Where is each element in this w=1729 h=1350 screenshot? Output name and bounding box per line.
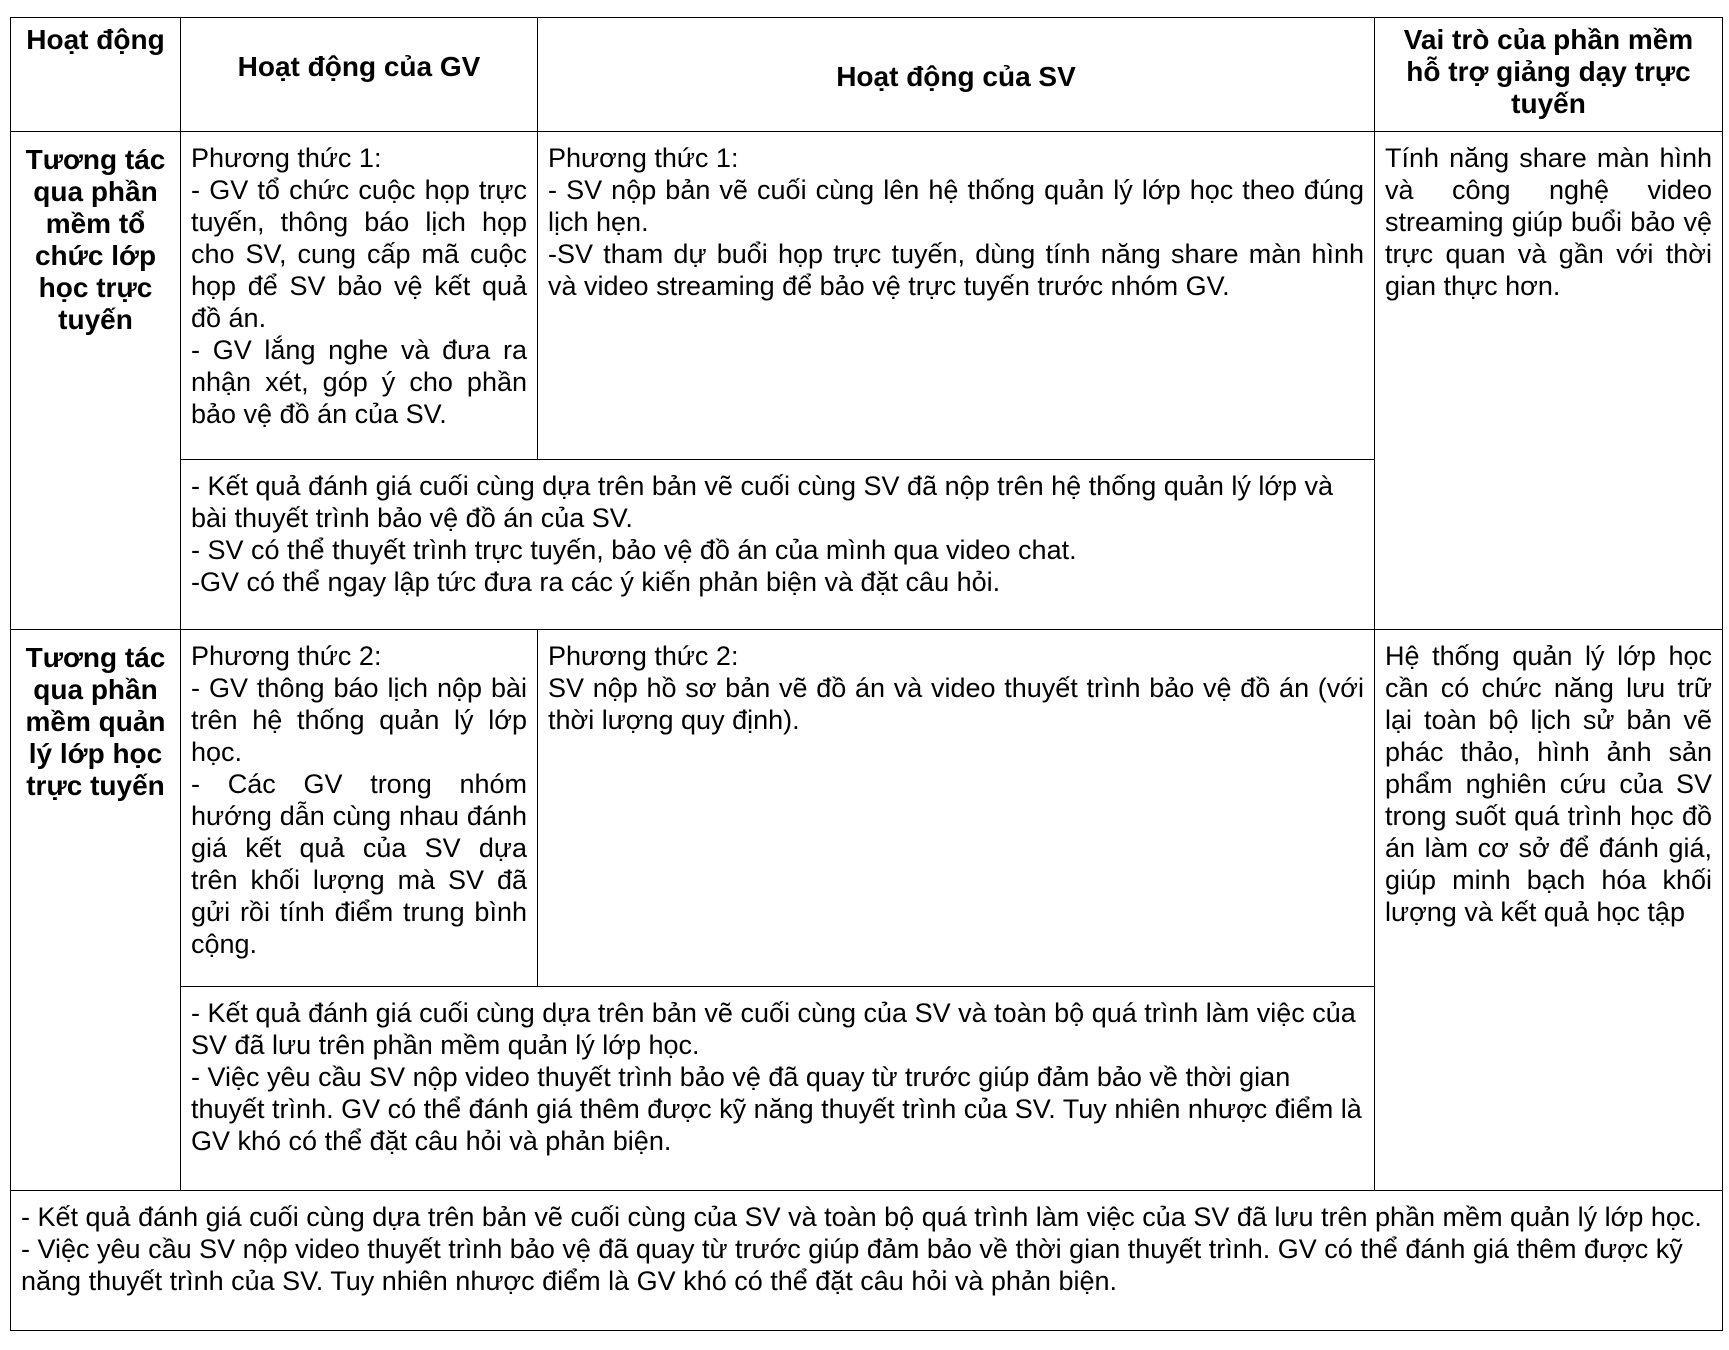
- header-student: [538, 18, 1375, 132]
- header-student-label: Hoạt động của SV: [836, 60, 1076, 92]
- header-software-role: [1375, 18, 1723, 132]
- row1-student-title: Phương thức 1:: [548, 143, 739, 173]
- row1-teacher-title: Phương thức 1:: [191, 143, 382, 173]
- row2-student-title: Phương thức 2:: [548, 641, 739, 671]
- header-row: [11, 18, 1723, 132]
- row2-top: [11, 630, 1723, 987]
- row1-teacher-line: - GV lắng nghe và đưa ra nhận xét, góp ý cho phần bảo vệ đồ án của SV.: [191, 335, 527, 429]
- row2-student-line: SV nộp hồ sơ bản vẽ đồ án và video thuyết trình bảo vệ đồ án (với thời lượng quy định).: [548, 673, 1364, 735]
- footer-line: - Kết quả đánh giá cuối cùng dựa trên bản vẽ cuối cùng của SV và toàn bộ quá trình làm việc của SV đã lưu trên phần mềm quản lý lớp học.: [21, 1202, 1702, 1232]
- row2-role-text: Hệ thống quản lý lớp học cần có chức năng lưu trữ lại toàn bộ lịch sử bản vẽ phác thảo, hình ảnh sản phẩm nghiên cứu của SV trong suốt quá trình học đồ án làm cơ sở để đánh giá, giúp minh bạch hóa khối lượng và kết quả học tập: [1385, 641, 1712, 927]
- row1-student: [538, 132, 1375, 460]
- header-teacher: [181, 18, 538, 132]
- row1-role-text: Tính năng share màn hình và công nghệ video streaming giúp buổi bảo vệ trực quan và gần với thời gian thực hơn.: [1385, 143, 1712, 301]
- row2-activity-label: Tương tác qua phần mềm quản lý lớp học trực tuyến: [25, 642, 166, 801]
- row1-student-line: - SV nộp bản vẽ cuối cùng lên hệ thống quản lý lớp học theo đúng lịch hẹn.: [548, 175, 1364, 237]
- row1-summary-line: -GV có thể ngay lập tức đưa ra các ý kiến phản biện và đặt câu hỏi.: [191, 567, 1001, 597]
- row1-teacher-line: - GV tổ chức cuộc họp trực tuyến, thông báo lịch họp cho SV, cung cấp mã cuộc họp để SV bảo vệ kết quả đồ án.: [191, 175, 527, 333]
- row1-summary-line: - Kết quả đánh giá cuối cùng dựa trên bản vẽ cuối cùng SV đã nộp trên hệ thống quản lý lớp và bài thuyết trình bảo vệ đồ án của SV.: [191, 471, 1334, 533]
- row2-activity: [11, 630, 181, 1191]
- row1-summary-line: - SV có thể thuyết trình trực tuyến, bảo vệ đồ án của mình qua video chat.: [191, 535, 1077, 565]
- row1-summary: [181, 460, 1375, 630]
- header-software-role-label: Vai trò của phần mềm hỗ trợ giảng dạy trực tuyến: [1403, 24, 1694, 119]
- row2-teacher-title: Phương thức 2:: [191, 641, 382, 671]
- row2-teacher-line: - GV thông báo lịch nộp bài trên hệ thống quản lý lớp học.: [191, 673, 527, 767]
- row2-student: [538, 630, 1375, 987]
- header-teacher-label: Hoạt động của GV: [237, 50, 481, 82]
- row1-activity-label: Tương tác qua phần mềm tổ chức lớp học trực tuyến: [25, 144, 166, 335]
- footer-summary: [11, 1191, 1723, 1331]
- row2-role: [1375, 630, 1723, 1191]
- row2-summary-line: - Việc yêu cầu SV nộp video thuyết trình bảo vệ đã quay từ trước giúp đảm bảo về thời gian thuyết trình. GV có thể đánh giá thêm được kỹ năng thuyết trình của SV. Tuy nhiên nhược điểm là GV khó có thể đặt câu hỏi và phản biện.: [191, 1062, 1362, 1156]
- row2-teacher: [181, 630, 538, 987]
- row1-activity: [11, 132, 181, 630]
- row1-teacher: [181, 132, 538, 460]
- row1-role: [1375, 132, 1723, 630]
- row1-student-line: -SV tham dự buổi họp trực tuyến, dùng tính năng share màn hình và video streaming để bảo vệ trực tuyến trước nhóm GV.: [548, 239, 1364, 301]
- row2-summary-line: - Kết quả đánh giá cuối cùng dựa trên bản vẽ cuối cùng của SV và toàn bộ quá trình làm việc của SV đã lưu trên phần mềm quản lý lớp học.: [191, 998, 1356, 1060]
- activity-table: [10, 17, 1723, 1331]
- row2-teacher-line: - Các GV trong nhóm hướng dẫn cùng nhau đánh giá kết quả của SV dựa trên khối lượng mà SV đã gửi rồi tính điểm trung bình cộng.: [191, 769, 527, 959]
- footer-row: [11, 1191, 1723, 1331]
- header-activity: [11, 18, 181, 132]
- row1-top: [11, 132, 1723, 460]
- header-activity-label: Hoạt động: [26, 24, 165, 55]
- row2-summary: [181, 987, 1375, 1191]
- footer-line: - Việc yêu cầu SV nộp video thuyết trình bảo vệ đã quay từ trước giúp đảm bảo về thời gian thuyết trình. GV có thể đánh giá thêm được kỹ năng thuyết trình của SV. Tuy nhiên nhược điểm là GV khó có thể đặt câu hỏi và phản biện.: [21, 1234, 1683, 1296]
